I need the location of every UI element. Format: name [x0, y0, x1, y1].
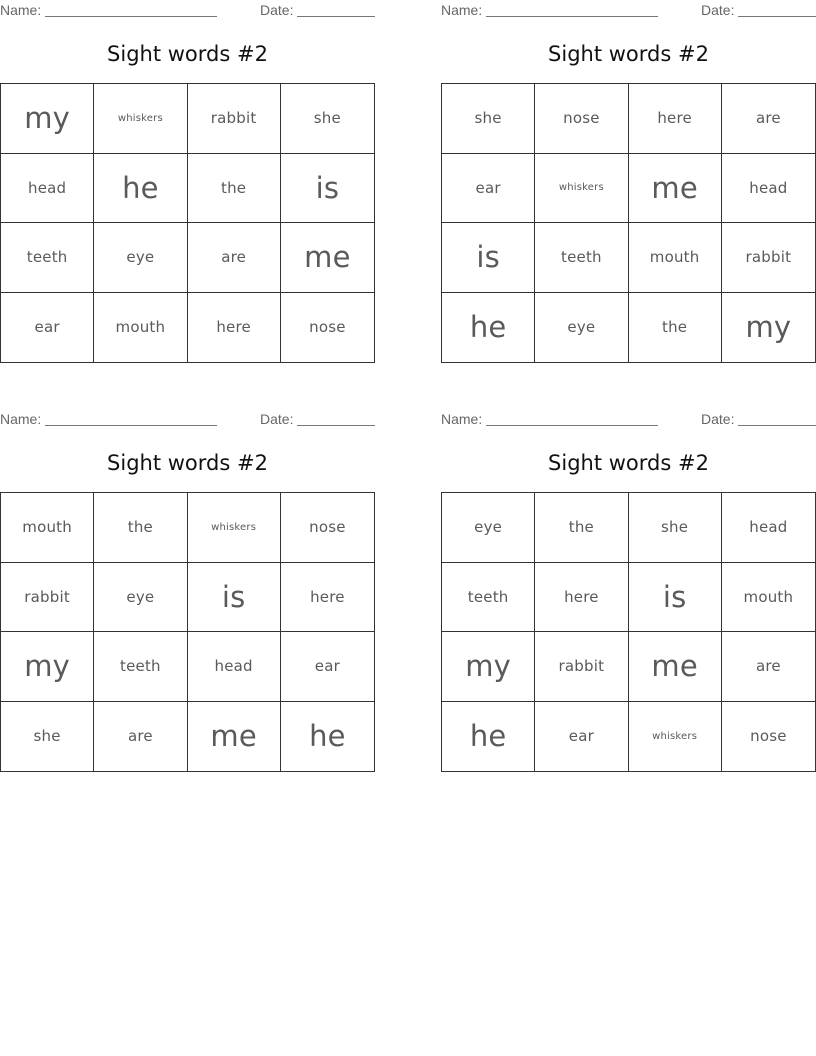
grid-cell: she: [629, 493, 722, 563]
grid-cell: ear: [1, 293, 94, 363]
grid-cell: here: [188, 293, 281, 363]
name-date-row: [441, 411, 816, 429]
card-title: Sight words #2: [548, 451, 709, 475]
grid-cell: she: [1, 702, 94, 772]
grid-cell: me: [188, 702, 281, 772]
card-title: Sight words #2: [107, 451, 268, 475]
grid-cell: nose: [750, 727, 787, 746]
grid-cell: nose: [281, 493, 374, 563]
bingo-card: [0, 409, 375, 769]
date-label: Date:: [701, 2, 735, 18]
grid-cell: rabbit: [188, 84, 281, 154]
date-blank-line: [738, 16, 816, 17]
grid-cell: me: [281, 223, 374, 293]
word-grid: [441, 492, 816, 772]
name-date-row: [0, 411, 375, 429]
grid-cell: are: [188, 223, 281, 293]
grid-cell: my: [1, 84, 94, 154]
grid-cell: eye: [442, 493, 535, 563]
grid-cell: rabbit: [535, 632, 628, 702]
date-label: Date:: [260, 2, 294, 18]
date-blank-line: [738, 425, 816, 426]
grid-cell: she: [281, 84, 374, 154]
bingo-card: [0, 0, 375, 360]
bingo-card: [441, 409, 816, 769]
grid-cell: he: [442, 293, 535, 363]
grid-cell: teeth: [442, 563, 535, 633]
grid-cell: head: [188, 632, 281, 702]
grid-cell: ear: [281, 632, 374, 702]
grid-cell: whiskers: [629, 702, 722, 772]
grid-cell: eye: [94, 223, 187, 293]
grid-cell: ear: [535, 702, 628, 772]
grid-cell: teeth: [94, 632, 187, 702]
grid-cell: teeth: [1, 223, 94, 293]
name-date-row: [0, 2, 375, 20]
grid-cell: whiskers: [535, 154, 628, 224]
grid-cell: my: [1, 632, 94, 702]
word-grid: [0, 492, 375, 772]
grid-cell: the: [535, 493, 628, 563]
grid-cell: is: [188, 563, 281, 633]
grid-cell: head: [722, 493, 815, 563]
grid-cell: nose: [309, 318, 346, 337]
grid-cell: mouth: [1, 493, 94, 563]
grid-cell: nose: [535, 84, 628, 154]
grid-cell: mouth: [94, 293, 187, 363]
date-blank-line: [297, 16, 375, 17]
name-label: Name:: [0, 2, 42, 18]
name-date-row: [441, 2, 816, 20]
word-grid: [0, 83, 375, 363]
name-blank-line: [486, 425, 658, 426]
grid-cell: head: [722, 154, 815, 224]
grid-cell: he: [309, 719, 346, 754]
name-label: Name:: [441, 411, 483, 427]
bingo-card: [441, 0, 816, 360]
grid-cell: here: [281, 563, 374, 633]
grid-cell: eye: [94, 563, 187, 633]
date-label: Date:: [260, 411, 294, 427]
grid-cell: my: [442, 632, 535, 702]
grid-cell: she: [442, 84, 535, 154]
name-blank-line: [486, 16, 658, 17]
grid-cell: he: [442, 702, 535, 772]
grid-cell: eye: [535, 293, 628, 363]
grid-cell: ear: [442, 154, 535, 224]
grid-cell: mouth: [722, 563, 815, 633]
grid-cell: the: [94, 493, 187, 563]
grid-cell: are: [94, 702, 187, 772]
card-title: Sight words #2: [548, 42, 709, 66]
name-blank-line: [45, 425, 217, 426]
name-blank-line: [45, 16, 217, 17]
date-label: Date:: [701, 411, 735, 427]
card-title: Sight words #2: [107, 42, 268, 66]
grid-cell: head: [1, 154, 94, 224]
grid-cell: are: [722, 84, 815, 154]
grid-cell: rabbit: [722, 223, 815, 293]
grid-cell: here: [629, 84, 722, 154]
date-blank-line: [297, 425, 375, 426]
grid-cell: whiskers: [188, 493, 281, 563]
grid-cell: me: [629, 154, 722, 224]
grid-cell: the: [629, 293, 722, 363]
grid-cell: is: [281, 154, 374, 224]
grid-cell: rabbit: [1, 563, 94, 633]
grid-cell: is: [629, 563, 722, 633]
grid-cell: is: [442, 223, 535, 293]
grid-cell: teeth: [535, 223, 628, 293]
grid-cell: the: [188, 154, 281, 224]
grid-cell: mouth: [629, 223, 722, 293]
grid-cell: me: [629, 632, 722, 702]
grid-cell: whiskers: [94, 84, 187, 154]
word-grid: [441, 83, 816, 363]
name-label: Name:: [441, 2, 483, 18]
name-label: Name:: [0, 411, 42, 427]
grid-cell: my: [745, 310, 792, 345]
grid-cell: he: [94, 154, 187, 224]
grid-cell: are: [722, 632, 815, 702]
grid-cell: here: [535, 563, 628, 633]
